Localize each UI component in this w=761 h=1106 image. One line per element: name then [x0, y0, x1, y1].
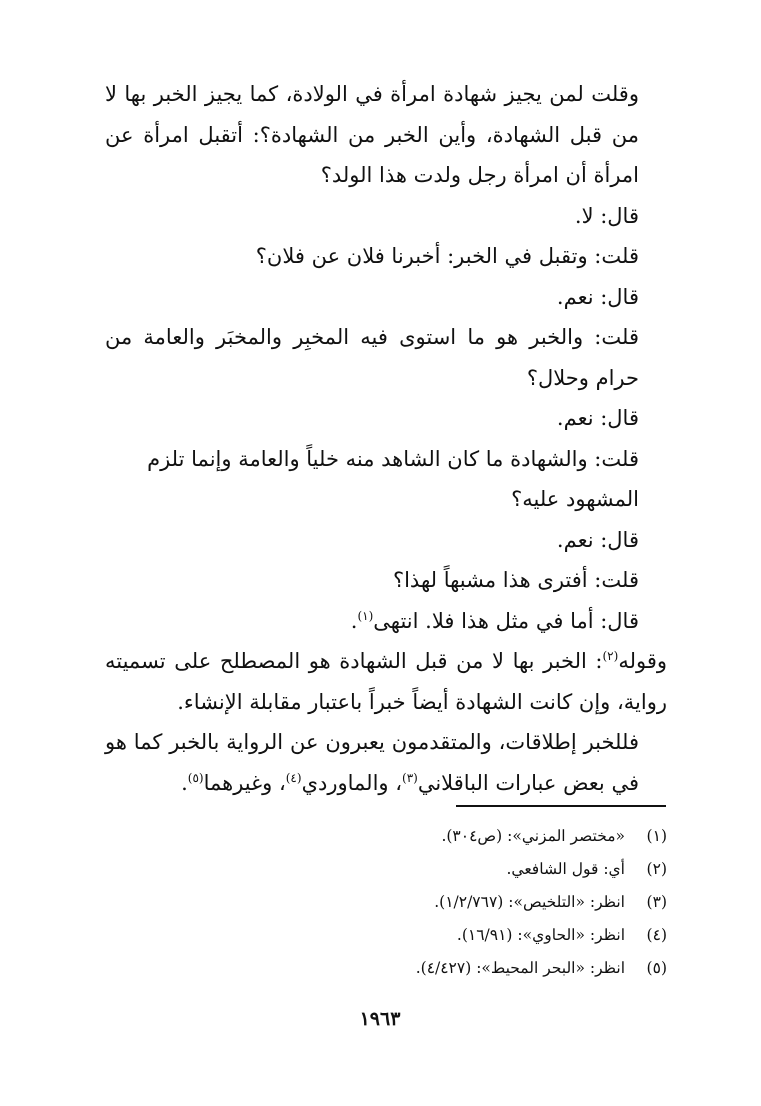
paragraph-9: قلت: أفترى هذا مشبهاً لهذا؟	[392, 568, 639, 592]
paragraph-11	[105, 641, 667, 722]
footnote-text: «مختصر المزني»: (ص٣٠٤).	[441, 827, 625, 845]
paragraph-12-tail: ، وغيرهما	[203, 770, 286, 795]
paragraph-5: قلت: والخبر هو ما استوى فيه المخبِر والمخبَر والعامة من حرام وحلال؟	[105, 325, 639, 390]
paragraph-7: قلت: والشهادة ما كان الشاهد منه خلياً والعامة وإنما تلزم المشهود عليه؟	[147, 446, 639, 511]
paragraph-12-start: فللخبر إطلاقات، والمتقدمون يعبرون عن الرواية بالخبر كما هو في بعض عبارات الباقلاني	[105, 730, 639, 795]
footnote-ref-3[interactable]: (٣)	[402, 770, 418, 785]
footnote-text: انظر: «البحر المحيط»: (٤/٤٢٧).	[415, 959, 625, 977]
footnotes	[105, 820, 667, 985]
paragraph-4: قال: نعم.	[556, 284, 639, 309]
paragraph-8: قال: نعم.	[556, 527, 639, 552]
footnote-number: (٥)	[646, 959, 667, 977]
paragraph-3: قلت: وتقبل في الخبر: أخبرنا فلان عن فلان؟	[255, 244, 639, 268]
main-text	[105, 74, 667, 803]
footnote-2	[105, 853, 667, 886]
page-number: ١٩٦٣	[359, 1008, 401, 1030]
paragraph-10-end: .	[350, 608, 358, 633]
footnote-number: (٤)	[646, 926, 667, 944]
footnote-ref-5[interactable]: (٥)	[187, 770, 204, 785]
footnote-4	[105, 919, 667, 952]
footnote-ref-2[interactable]: (٢)	[602, 649, 619, 663]
footnote-1	[105, 820, 667, 853]
footnote-3	[105, 886, 667, 919]
paragraph-10	[105, 601, 667, 642]
paragraph-1: وقلت لمن يجيز شهادة امرأة في الولادة، كما يجيز الخبر بها لا من قبل الشهادة، وأين الخبر من الشهادة؟: أتقبل امرأة عن امرأة أن امرأة رجل ولدت هذا الولد؟	[105, 82, 639, 187]
footnote-5	[105, 952, 667, 985]
footnote-text: انظر: «الحاوي»: (١٦/٩١).	[456, 926, 625, 944]
paragraph-11-start: وقوله	[618, 649, 667, 673]
paragraph-12	[105, 722, 667, 803]
paragraph-6: قال: نعم.	[556, 406, 639, 430]
footnote-separator	[456, 805, 666, 807]
paragraph-11-rest: : الخبر بها لا من قبل الشهادة هو المصطلح على تسميته رواية، وإن كانت الشهادة أيضاً خبراً باعتبار مقابلة الإنشاء.	[105, 649, 667, 714]
footnote-number: (٢)	[646, 860, 667, 878]
footnote-ref-4[interactable]: (٤)	[285, 770, 302, 785]
footnote-text: انظر: «التلخيص»: (١/٢/٧٦٧).	[434, 893, 625, 911]
paragraph-12-end: .	[181, 770, 188, 795]
paragraph-12-mid: ، والماوردي	[301, 770, 402, 795]
footnote-ref-1[interactable]: (١)	[357, 608, 374, 623]
paragraph-2: قال: لا.	[574, 203, 639, 228]
footnote-text: أي: قول الشافعي.	[506, 860, 625, 878]
footnote-number: (٣)	[646, 893, 667, 911]
paragraph-10-text: قال: أما في مثل هذا فلا. انتهى	[373, 608, 639, 633]
footnote-number: (١)	[646, 827, 667, 845]
